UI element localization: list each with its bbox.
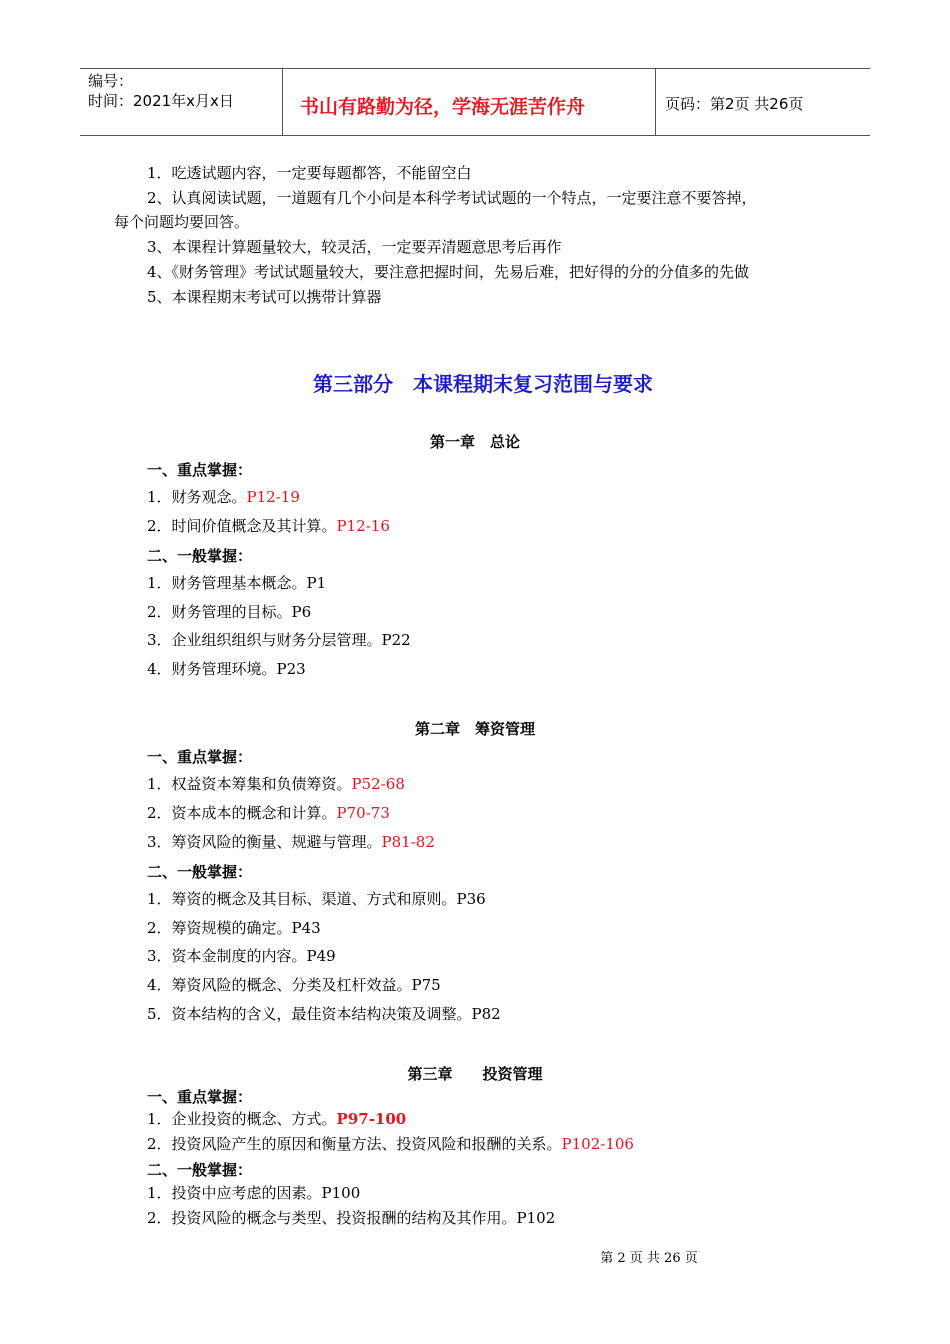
general-item: 3．企业组织组织与财务分层管理。P22 xyxy=(147,631,411,649)
key-item: 2．投资风险产生的原因和衡量方法、投资风险和报酬的关系。P102-106 xyxy=(147,1135,634,1153)
page-ref: P81-82 xyxy=(381,833,435,851)
general-item: 2．筹资规模的确定。P43 xyxy=(147,919,321,937)
key-item: 3．筹资风险的衡量、规避与管理。P81-82 xyxy=(147,833,435,851)
general-item: 4．财务管理环境。P23 xyxy=(147,660,306,678)
tip-line: 2、认真阅读试题，一道题有几个小问是本科学考试试题的一个特点，一定要注意不要答掉， xyxy=(147,189,757,207)
page-ref: P102-106 xyxy=(561,1135,634,1153)
page-info: 页码：第2页 共26页 xyxy=(665,95,804,113)
key-item: 2．资本成本的概念和计算。P70-73 xyxy=(147,804,390,822)
general-item: 5．资本结构的含义，最佳资本结构决策及调整。P82 xyxy=(147,1005,501,1023)
key-heading: 一、重点掌握： xyxy=(147,1088,253,1106)
part-title: 第三部分 本课程期末复习范围与要求 xyxy=(313,372,653,396)
page-footer: 第 2 页 共 26 页 xyxy=(600,1251,698,1266)
tip-line: 3、本课程计算题量较大，较灵活，一定要弄清题意思考后再作 xyxy=(147,238,562,256)
page-ref: P70-73 xyxy=(336,804,390,822)
general-item: 1．筹资的概念及其目标、渠道、方式和原则。P36 xyxy=(147,890,486,908)
key-item: 2．时间价值概念及其计算。P12-16 xyxy=(147,517,390,535)
general-heading: 二、一般掌握： xyxy=(147,1161,253,1179)
key-heading: 一、重点掌握： xyxy=(147,748,253,766)
general-item: 2．财务管理的目标。P6 xyxy=(147,603,312,621)
page-ref: P52-68 xyxy=(351,775,405,793)
tip-line: 5、本课程期末考试可以携带计算器 xyxy=(147,288,382,306)
chapter-title: 第二章 筹资管理 xyxy=(414,720,535,738)
tip-line: 4、《财务管理》考试试题量较大，要注意把握时间，先易后难，把好得的分的分值多的先做 xyxy=(147,263,750,281)
general-item: 1．投资中应考虑的因素。P100 xyxy=(147,1184,361,1202)
serial-label: 编号： xyxy=(88,72,134,90)
motto: 书山有路勤为径，学海无涯苦作舟 xyxy=(300,96,586,118)
general-heading: 二、一般掌握： xyxy=(147,547,253,565)
page-ref: P12-16 xyxy=(336,517,390,535)
tip-line: 1．吃透试题内容，一定要每题都答，不能留空白 xyxy=(147,164,472,182)
page-ref: P12-19 xyxy=(246,488,300,506)
key-item: 1．企业投资的概念、方式。P97-100 xyxy=(147,1110,407,1128)
key-item: 1．权益资本筹集和负债筹资。P52-68 xyxy=(147,775,405,793)
chapter-title: 第三章 投资管理 xyxy=(407,1065,543,1083)
tip-line: 每个问题均要回答。 xyxy=(114,213,250,231)
general-item: 1．财务管理基本概念。P1 xyxy=(147,574,327,592)
general-heading: 二、一般掌握： xyxy=(147,863,253,881)
general-item: 2．投资风险的概念与类型、投资报酬的结构及其作用。P102 xyxy=(147,1209,556,1227)
general-item: 4．筹资风险的概念、分类及杠杆效益。P75 xyxy=(147,976,441,994)
page-ref: P97-100 xyxy=(336,1110,407,1128)
chapter-title: 第一章 总论 xyxy=(429,433,520,451)
general-item: 3．资本金制度的内容。P49 xyxy=(147,947,336,965)
time-label: 时间：2021年x月x日 xyxy=(88,92,234,110)
key-heading: 一、重点掌握： xyxy=(147,461,253,479)
key-item: 1．财务观念。P12-19 xyxy=(147,488,300,506)
